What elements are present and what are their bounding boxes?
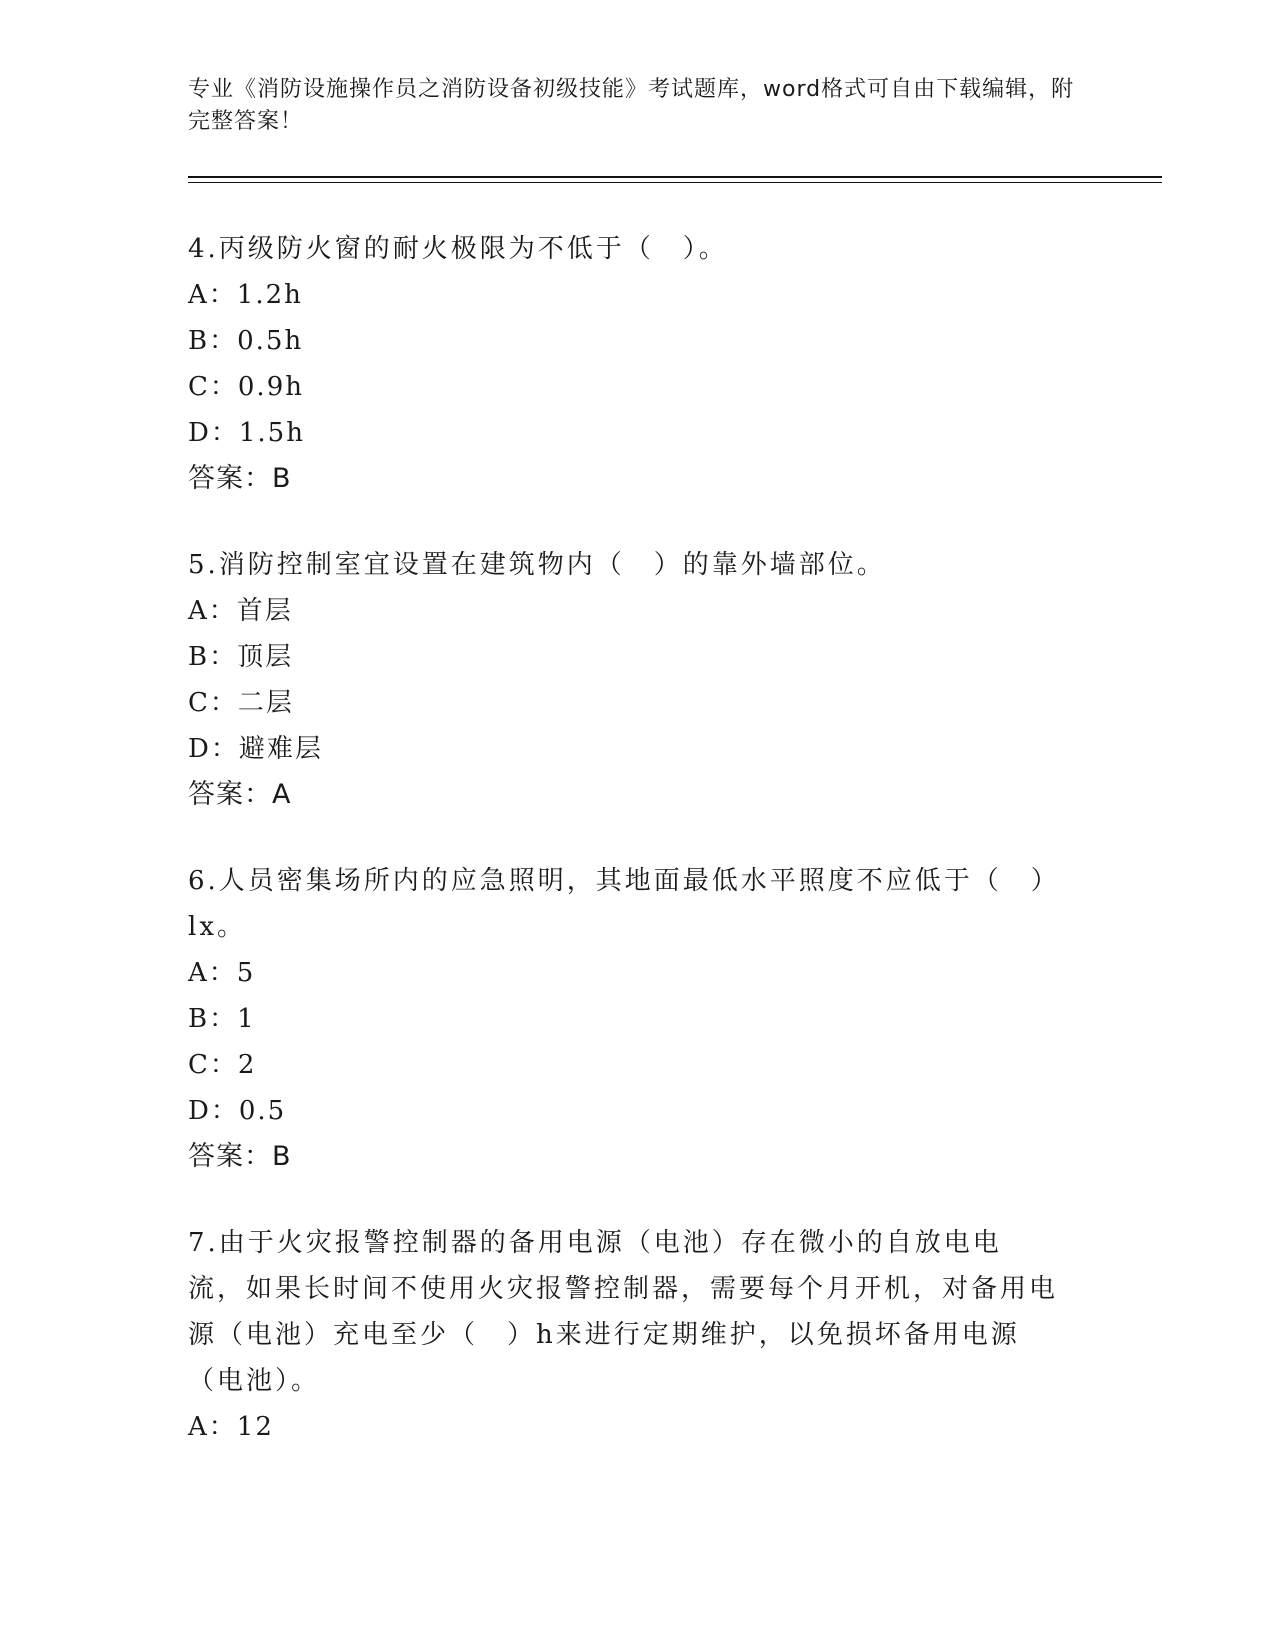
option-b: B：1 (188, 1004, 256, 1034)
option-b: B：0.5h (188, 326, 304, 356)
option-b: B：顶层 (188, 642, 294, 672)
option-a: A：首层 (188, 596, 293, 626)
answer: 答案：B (188, 1141, 292, 1172)
option-c: C：二层 (188, 688, 294, 718)
question-text: 4.丙级防火窗的耐火极限为不低于（ ）。 (188, 234, 728, 264)
option-a: A：1.2h (188, 280, 303, 310)
option-d: D：0.5 (188, 1096, 287, 1126)
option-d: D：避难层 (188, 734, 323, 764)
option-a: A：5 (188, 958, 256, 988)
document-header: 专业《消防设施操作员之消防设备初级技能》考试题库，word格式可自由下载编辑，附完整答案！ (188, 77, 1075, 134)
answer: 答案：B (188, 463, 292, 494)
question-5 (188, 542, 1088, 818)
question-4 (188, 226, 1088, 502)
option-c: C：2 (188, 1050, 257, 1080)
option-c: C：0.9h (188, 372, 304, 402)
question-7 (188, 1220, 1058, 1450)
question-text: 7.由于火灾报警控制器的备用电源（电池）存在微小的自放电电流，如果长时间不使用火灾报警控制器，需要每个月开机，对备用电源（电池）充电至少（ ）h来进行定期维护，以免损坏备用电源（电池）。 (188, 1228, 1059, 1396)
header-divider-thin (188, 182, 1162, 183)
option-a: A：12 (188, 1412, 274, 1442)
answer: 答案：A (188, 779, 292, 810)
question-text: 5.消防控制室宜设置在建筑物内（ ）的靠外墙部位。 (188, 550, 886, 580)
question-6 (188, 858, 1048, 1180)
header-divider-thick (188, 176, 1162, 178)
option-d: D：1.5h (188, 418, 305, 448)
question-text: 6.人员密集场所内的应急照明，其地面最低水平照度不应低于（ ）lx。 (188, 866, 1047, 942)
